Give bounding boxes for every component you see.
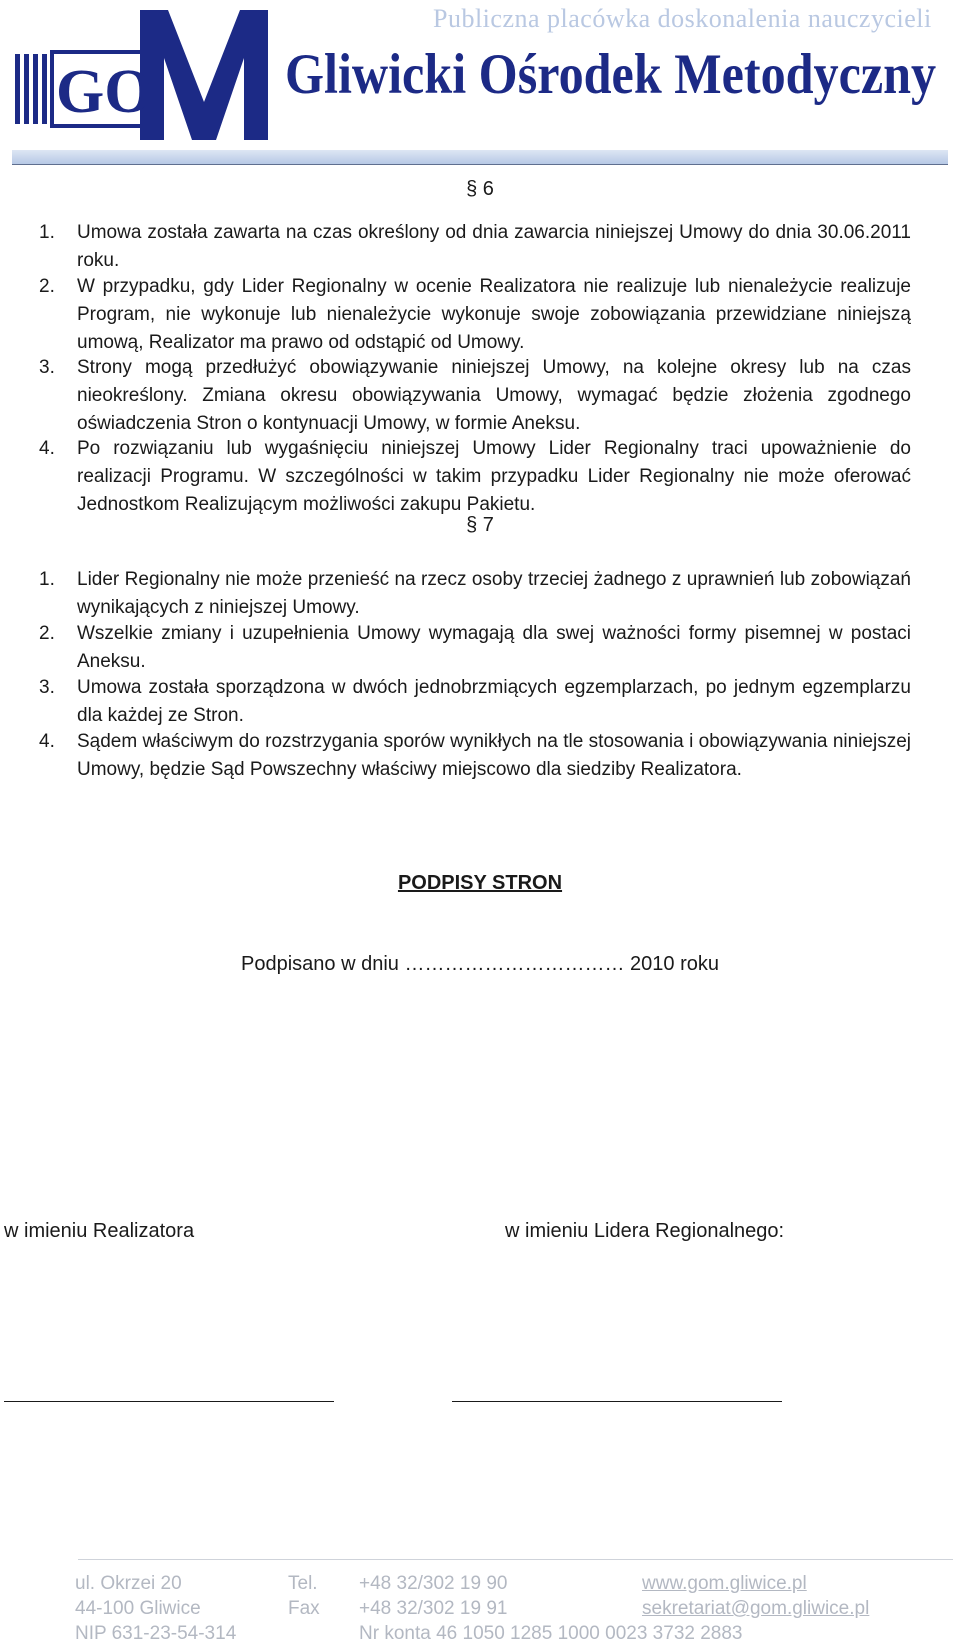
clause-text: Po rozwiązaniu lub wygaśnięciu niniejszej Umowy Lider Regionalny traci upoważnienie do realizacji Programu. W szczególności w takim przypadku Lider Regionalny nie może oferować Jednostkom Realizującym możliwości zakupu Pakietu. <box>77 438 911 515</box>
signing-date-line: Podpisano w dniu …………………………… 2010 roku <box>241 953 719 975</box>
clause-6-4 <box>39 435 911 519</box>
footer-street: ul. Okrzei 20 <box>75 1573 182 1594</box>
signature-line-realizator <box>4 1401 334 1402</box>
clause-number: 4. <box>39 731 55 752</box>
section-7-heading: § 7 <box>466 514 494 536</box>
clause-number: 3. <box>39 677 55 698</box>
footer-email-link[interactable]: sekretariat@gom.gliwice.pl <box>642 1598 870 1619</box>
clause-number: 1. <box>39 222 55 243</box>
clause-text: Sądem właściwym do rozstrzygania sporów wynikłych na tle stosowania i obowiązywania niniejszej Umowy, będzie Sąd Powszechny właściwy miejscowo dla siedziby Realizatora. <box>77 731 911 780</box>
footer-tel-label: Tel. <box>288 1573 318 1594</box>
clause-text: W przypadku, gdy Lider Regionalny w ocenie Realizatora nie realizuje lub nienależycie realizuje Program, nie wykonuje lub nienależycie wykonuje swoje zobowiązania przewidziane niniejszą umową, Realizator ma prawo od odstąpić od Umowy. <box>77 276 911 353</box>
footer-nip: NIP 631-23-54-314 <box>75 1623 237 1644</box>
clause-7-2 <box>39 620 911 676</box>
organization-name: Gliwicki Ośrodek Metodyczny <box>285 43 937 106</box>
gom-logo <box>12 6 282 146</box>
clause-6-2 <box>39 273 911 357</box>
clause-number: 4. <box>39 438 55 459</box>
clause-number: 1. <box>39 569 55 590</box>
signatures-title: PODPISY STRON <box>397 872 563 894</box>
clause-number: 3. <box>39 357 55 378</box>
section-6-heading: § 6 <box>466 178 494 200</box>
footer-website-link[interactable]: www.gom.gliwice.pl <box>642 1573 807 1594</box>
clause-7-1 <box>39 566 911 622</box>
clause-text: Umowa została sporządzona w dwóch jednobrzmiących egzemplarzach, po jednym egzemplarzu dla każdej ze Stron. <box>77 677 911 726</box>
party-realizator-label: w imieniu Realizatora <box>4 1220 195 1242</box>
signature-line-regional-leader <box>452 1401 782 1402</box>
footer-bank-account: Nr konta 46 1050 1285 1000 0023 3732 2883 <box>359 1623 743 1644</box>
clause-number: 2. <box>39 276 55 297</box>
header-divider <box>12 150 948 165</box>
clause-6-3 <box>39 354 911 438</box>
clause-number: 2. <box>39 623 55 644</box>
clause-text: Umowa została zawarta na czas określony od dnia zawarcia niniejszej Umowy do dnia 30.06.2011 roku. <box>77 222 911 271</box>
clause-6-1 <box>39 219 911 275</box>
logo-letters: GO <box>56 58 153 126</box>
clause-text: Wszelkie zmiany i uzupełnienia Umowy wymagają dla swej ważności formy pisemnej w postaci Aneksu. <box>77 623 911 672</box>
tagline: Publiczna placówka doskonalenia nauczycieli <box>433 4 932 33</box>
footer-tel: +48 32/302 19 90 <box>359 1573 508 1594</box>
clause-text: Lider Regionalny nie może przenieść na rzecz osoby trzeciej żadnego z uprawnień lub zobowiązań wynikających z niniejszej Umowy. <box>77 569 911 618</box>
footer-fax: +48 32/302 19 91 <box>359 1598 508 1619</box>
letterhead <box>0 0 960 170</box>
clause-7-3 <box>39 674 911 730</box>
footer-city: 44-100 Gliwice <box>75 1598 201 1619</box>
clause-text: Strony mogą przedłużyć obowiązywanie niniejszej Umowy, na kolejne okresy lub na czas nieokreślony. Zmiana okresu obowiązywania Umowy, wymagać będzie złożenia zgodnego oświadczenia Stron o kontynuacji Umowy, w formie Aneksu. <box>77 357 911 434</box>
clause-7-4 <box>39 728 911 784</box>
footer-fax-label: Fax <box>288 1598 320 1619</box>
footer-divider <box>78 1559 953 1560</box>
party-regional-leader-label: w imieniu Lidera Regionalnego: <box>505 1220 785 1242</box>
